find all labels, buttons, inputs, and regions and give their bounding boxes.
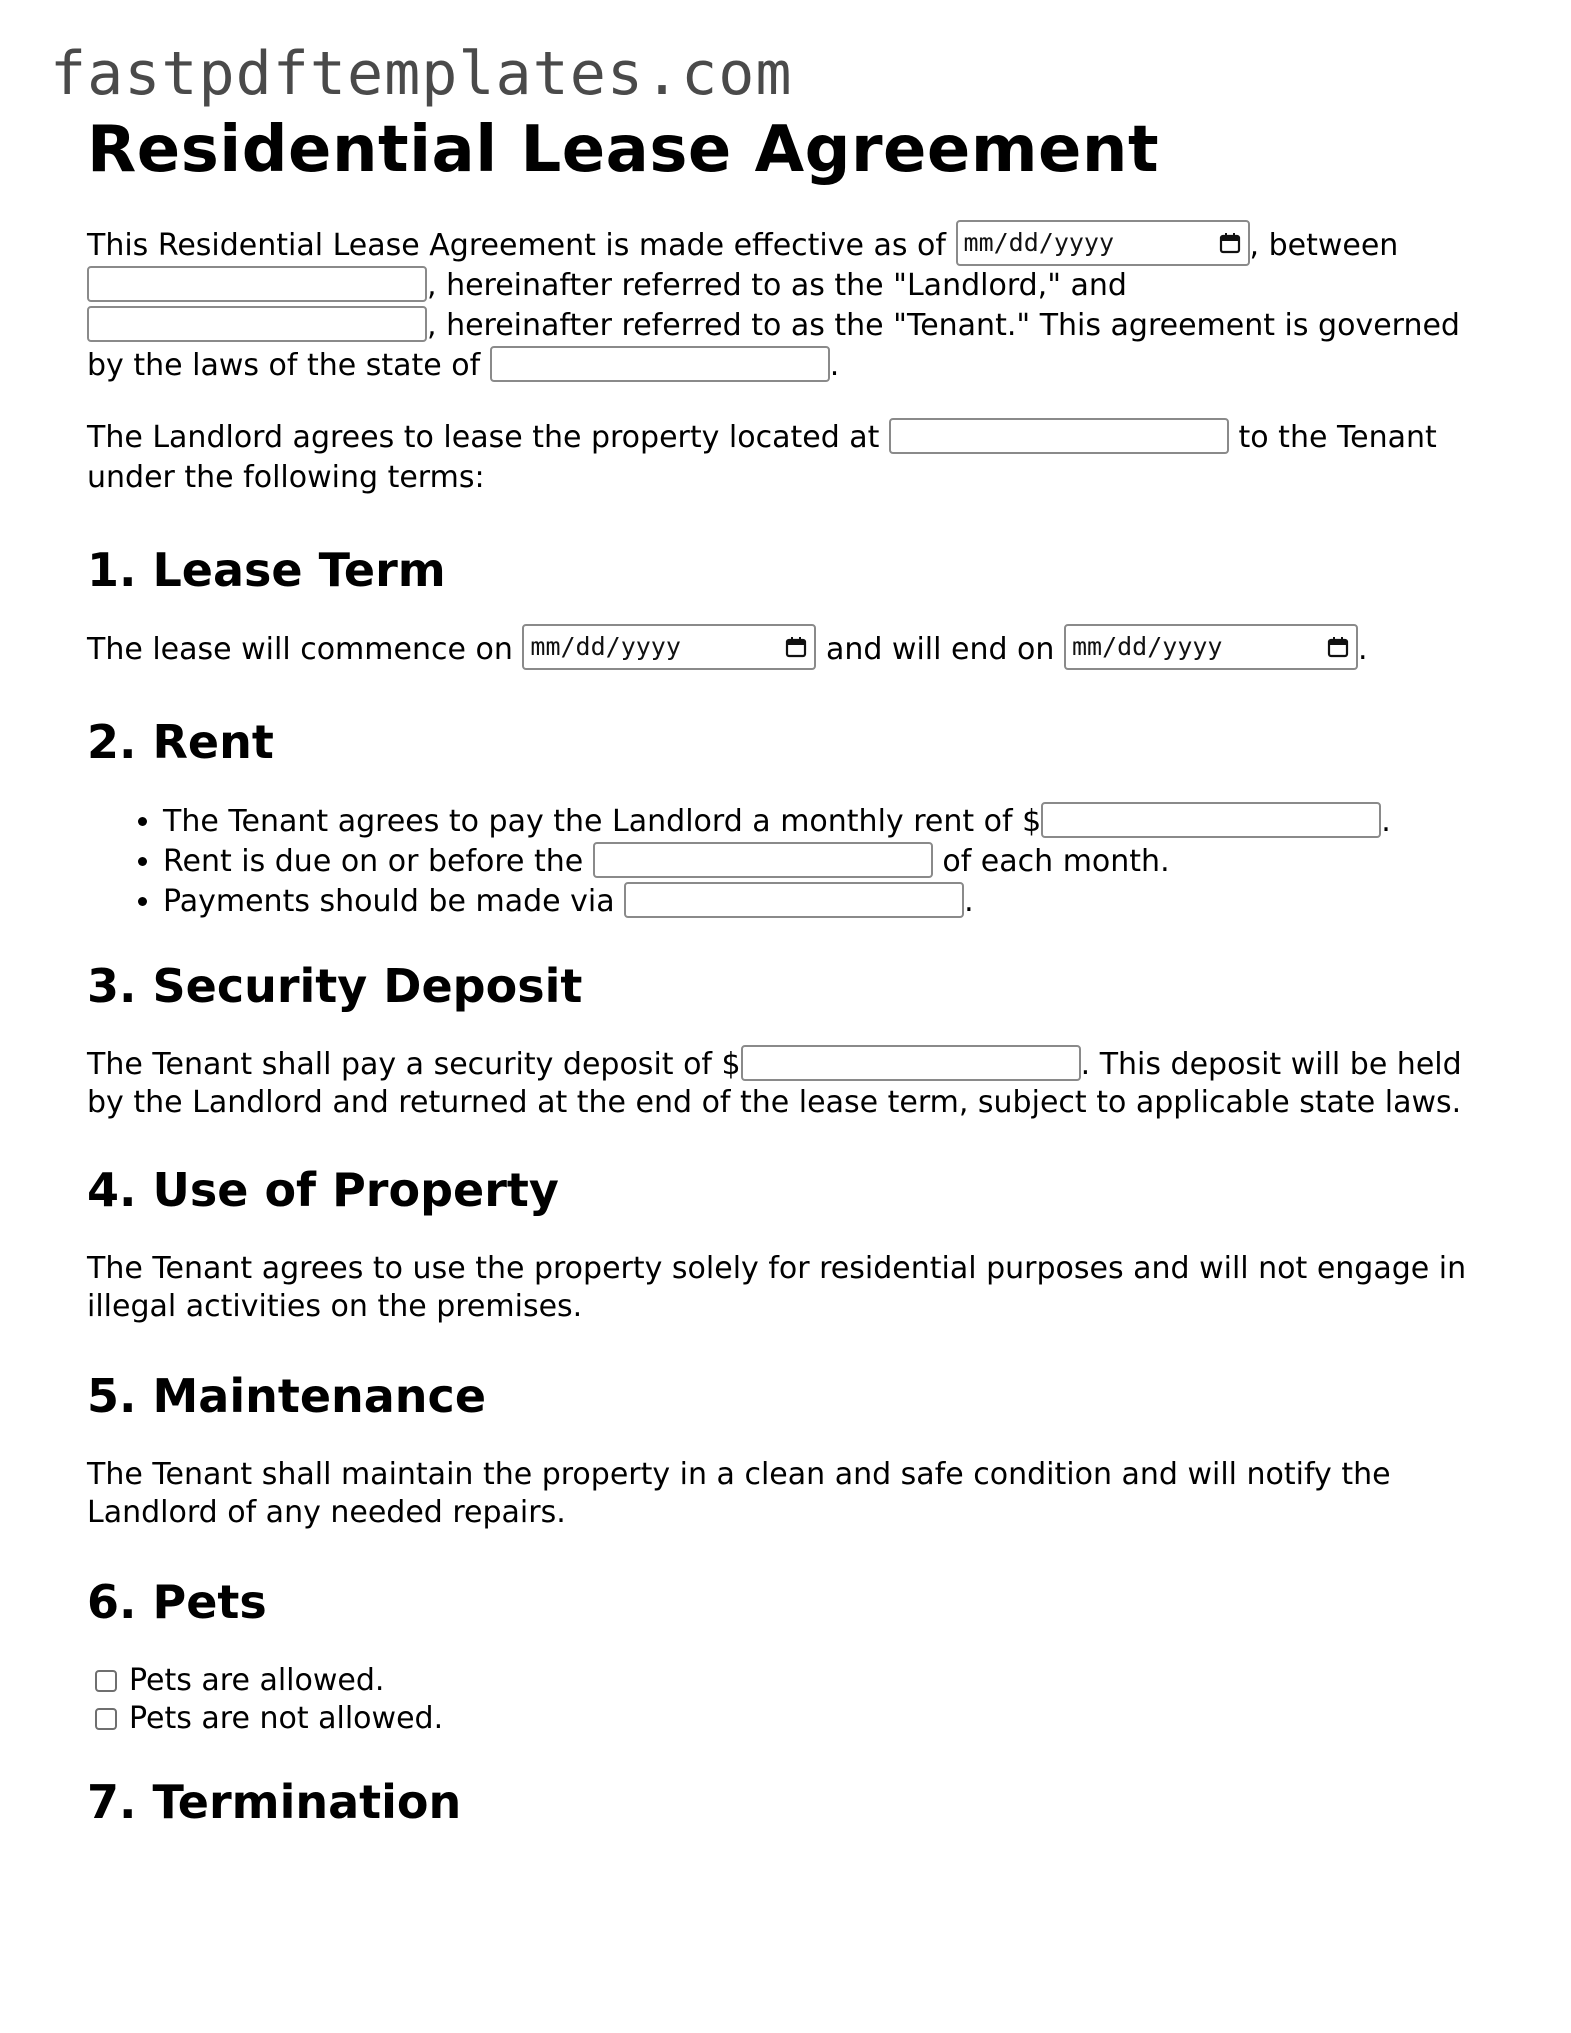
pets-allowed-option[interactable] (87, 1662, 1487, 1700)
intro-text: This Residential Lease Agreement is made effective as of (87, 228, 946, 263)
rent-text: Rent is due on or before the (163, 844, 584, 879)
effective-date-input[interactable] (956, 220, 1250, 266)
pets-options (87, 1662, 1487, 1738)
lease-term-paragraph (87, 630, 1487, 670)
pets-not-allowed-checkbox[interactable] (95, 1708, 117, 1730)
property-paragraph (87, 418, 1487, 498)
state-input[interactable] (490, 346, 830, 382)
rent-list (87, 802, 1487, 922)
pets-not-allowed-option[interactable] (87, 1700, 1487, 1738)
section-heading-maintenance: 5. Maintenance (87, 1369, 487, 1423)
maintenance-paragraph: The Tenant shall maintain the property in a clean and safe condition and will notify the Landlord of any needed repairs. (87, 1457, 1391, 1530)
site-watermark: fastpdftemplates.com (50, 39, 793, 109)
calendar-icon[interactable] (1326, 635, 1350, 659)
date-placeholder: mm/dd/yyyy (1071, 631, 1223, 661)
calendar-icon[interactable] (784, 635, 808, 659)
rent-text: The Tenant agrees to pay the Landlord a monthly rent of $ (163, 804, 1042, 839)
intro-paragraph (87, 226, 1487, 386)
rent-text: Payments should be made via (163, 884, 615, 919)
intro-text: . (829, 348, 840, 383)
rent-text: . (964, 884, 974, 919)
pets-allowed-checkbox[interactable] (95, 1670, 117, 1692)
page-title: Residential Lease Agreement (87, 113, 1160, 187)
property-text: The Landlord agrees to lease the property located at (87, 420, 880, 455)
rent-text: of each month. (942, 844, 1170, 879)
checkbox-label: Pets are allowed. (129, 1663, 385, 1698)
tenant-name-input[interactable] (87, 306, 427, 342)
intro-text: , hereinafter referred to as the "Landlord," and (427, 268, 1127, 303)
rent-due-day-input[interactable] (593, 842, 933, 878)
lease-term-text: and will end on (825, 632, 1055, 667)
checkbox-label: Pets are not allowed. (129, 1701, 444, 1736)
section-heading-security-deposit: 3. Security Deposit (87, 959, 583, 1013)
section-heading-pets: 6. Pets (87, 1575, 267, 1629)
deposit-paragraph (87, 1046, 1487, 1122)
section-heading-lease-term: 1. Lease Term (87, 543, 446, 597)
property-text: to the Tenant under the following terms: (87, 420, 1437, 495)
section-heading-use-of-property: 4. Use of Property (87, 1163, 559, 1217)
lease-document (87, 110, 1487, 1862)
list-item (163, 802, 1487, 842)
deposit-text: The Tenant shall pay a security deposit of $ (87, 1047, 741, 1082)
intro-text: , between (1249, 228, 1399, 263)
start-date-input[interactable] (522, 624, 816, 670)
date-placeholder: mm/dd/yyyy (963, 227, 1115, 257)
section-heading-rent: 2. Rent (87, 715, 274, 769)
calendar-icon[interactable] (1218, 231, 1242, 255)
rent-text: . (1381, 804, 1391, 839)
property-address-input[interactable] (889, 418, 1229, 454)
list-item (163, 882, 1487, 922)
deposit-text: . This deposit will be held by the Landlord and returned at the end of the lease term, subject to applicable state laws. (87, 1047, 1462, 1120)
section-heading-termination: 7. Termination (87, 1775, 462, 1829)
payment-method-input[interactable] (624, 882, 964, 918)
lease-term-text: The lease will commence on (87, 632, 513, 667)
list-item (163, 842, 1487, 882)
landlord-name-input[interactable] (87, 266, 427, 302)
date-placeholder: mm/dd/yyyy (530, 631, 681, 661)
monthly-rent-input[interactable] (1041, 802, 1381, 838)
intro-text: , hereinafter referred to as the "Tenant." This agreement is governed by the laws of the state of (87, 308, 1460, 383)
lease-term-text: . (1357, 632, 1368, 667)
use-paragraph: The Tenant agrees to use the property solely for residential purposes and will not engage in illegal activities on the premises. (87, 1251, 1467, 1324)
security-deposit-input[interactable] (741, 1045, 1081, 1081)
end-date-input[interactable] (1064, 624, 1358, 670)
